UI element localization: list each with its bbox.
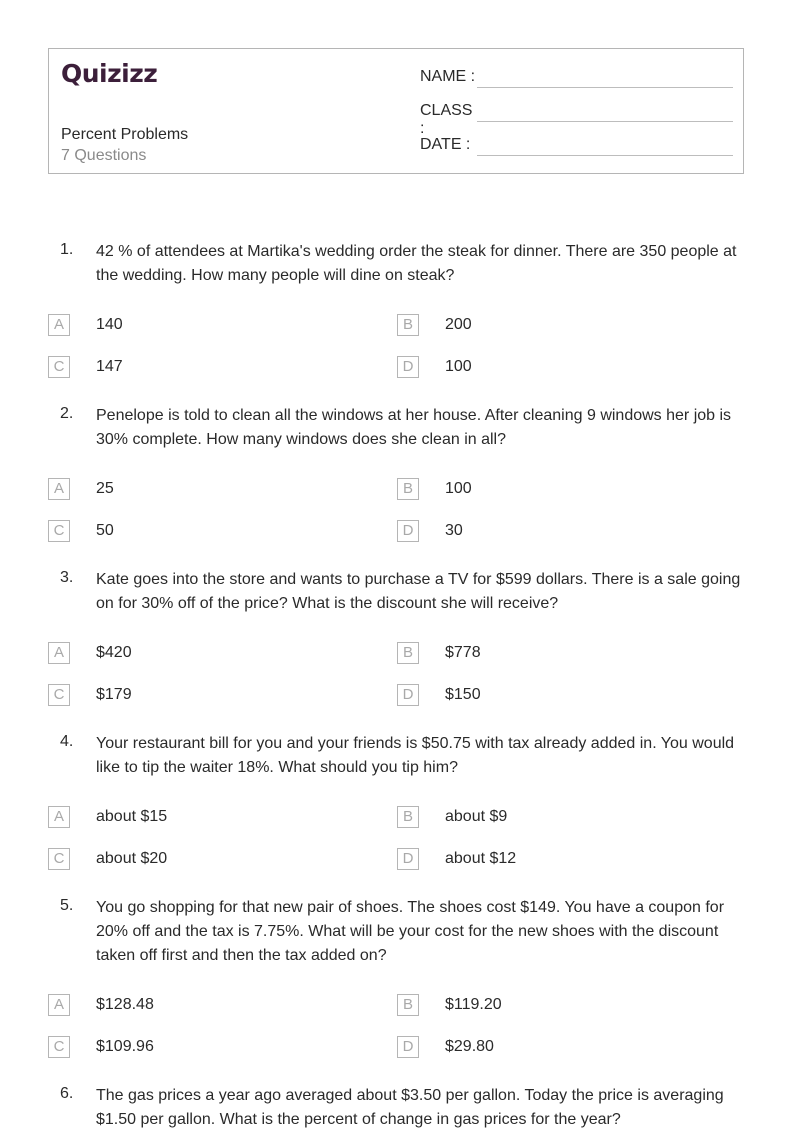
option-c-text: $109.96 [96, 1038, 154, 1055]
option-b-text: $119.20 [445, 996, 502, 1013]
class-label: CLASS : [420, 102, 473, 137]
option-d-box[interactable]: D [397, 520, 419, 542]
quizizz-logo: Quizizz [61, 59, 158, 88]
option-c-box[interactable]: C [48, 848, 70, 870]
question-number: 4. [60, 733, 74, 750]
option-a-box[interactable]: A [48, 806, 70, 828]
option-d-text: 30 [445, 522, 463, 539]
option-b-text: 200 [445, 316, 472, 333]
question-text: Your restaurant bill for you and your friends is $50.75 with tax already added in. You would like to tip the waiter 18%. What should you tip him? [96, 735, 735, 776]
question-number: 5. [60, 897, 74, 914]
option-d-box[interactable]: D [397, 1036, 419, 1058]
worksheet-title: Percent Problems [61, 126, 189, 143]
option-b-box[interactable]: B [397, 994, 419, 1016]
name-field [420, 68, 476, 86]
option-d-text: about $12 [445, 850, 517, 867]
option-a-text: $128.48 [96, 996, 154, 1013]
option-c-box[interactable]: C [48, 684, 70, 706]
option-a-text: 140 [96, 316, 123, 333]
option-d-text: $150 [445, 686, 481, 703]
class-line[interactable] [477, 121, 733, 122]
option-c-box[interactable]: C [48, 356, 70, 378]
question-count: 7 Questions [61, 147, 147, 164]
date-line[interactable] [477, 155, 733, 156]
question-number: 2. [60, 405, 74, 422]
option-d-box[interactable]: D [397, 356, 419, 378]
option-b-box[interactable]: B [397, 806, 419, 828]
option-c-box[interactable]: C [48, 1036, 70, 1058]
name-line[interactable] [477, 87, 733, 88]
option-c-text: about $20 [96, 850, 168, 867]
name-label: NAME : [420, 68, 476, 85]
option-b-box[interactable]: B [397, 314, 419, 336]
option-c-text: 50 [96, 522, 114, 539]
option-b-text: 100 [445, 480, 472, 497]
worksheet-header [48, 48, 744, 174]
question-number: 3. [60, 569, 74, 586]
date-field [420, 136, 476, 154]
option-b-text: about $9 [445, 808, 508, 825]
option-b-text: $778 [445, 644, 481, 661]
question-text: You go shopping for that new pair of shoes. The shoes cost $149. You have a coupon for 20% off and the tax is 7.75%. What will be your cost for the new shoes with the discount taken off first and then the tax added on? [96, 899, 725, 964]
question-text: Penelope is told to clean all the windows at her house. After cleaning 9 windows her job is 30% complete. How many windows does she clean in all? [96, 407, 732, 448]
option-c-box[interactable]: C [48, 520, 70, 542]
option-d-text: $29.80 [445, 1038, 494, 1055]
option-a-box[interactable]: A [48, 642, 70, 664]
question-text: 42 % of attendees at Martika's wedding order the steak for dinner. There are 350 people at the wedding. How many people will dine on steak? [96, 243, 737, 284]
option-a-text: $420 [96, 644, 132, 661]
option-a-text: about $15 [96, 808, 168, 825]
option-d-box[interactable]: D [397, 684, 419, 706]
option-c-text: 147 [96, 358, 123, 375]
option-b-box[interactable]: B [397, 478, 419, 500]
option-a-box[interactable]: A [48, 314, 70, 336]
option-a-box[interactable]: A [48, 478, 70, 500]
option-c-text: $179 [96, 686, 132, 703]
option-a-text: 25 [96, 480, 114, 497]
date-label: DATE : [420, 136, 471, 153]
class-field [420, 102, 476, 138]
option-d-text: 100 [445, 358, 472, 375]
question-text: The gas prices a year ago averaged about $3.50 per gallon. Today the price is averaging $1.50 per gallon. What is the percent of change in gas prices for the year? [96, 1087, 724, 1128]
option-d-box[interactable]: D [397, 848, 419, 870]
question-number: 1. [60, 241, 74, 258]
question-text: Kate goes into the store and wants to purchase a TV for $599 dollars. There is a sale going on for 30% off of the price? What is the discount she will receive? [96, 571, 741, 612]
option-a-box[interactable]: A [48, 994, 70, 1016]
question-number: 6. [60, 1085, 74, 1102]
option-b-box[interactable]: B [397, 642, 419, 664]
